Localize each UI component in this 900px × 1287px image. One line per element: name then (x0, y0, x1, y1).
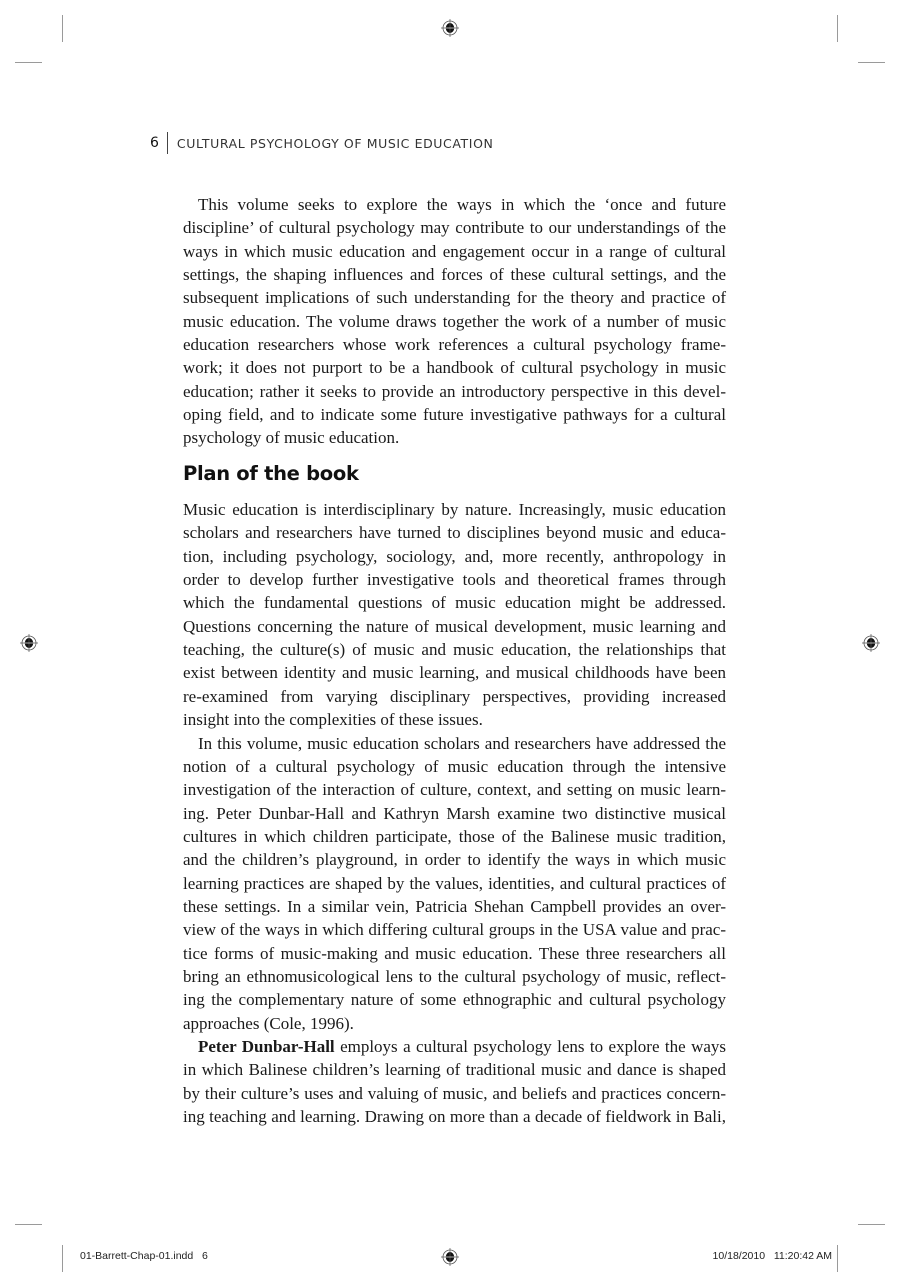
running-head-divider (167, 132, 168, 154)
text-line: in which Balinese children’s learning of traditional music and dance is shaped (183, 1060, 726, 1080)
registration-mark-right-icon (861, 633, 881, 653)
text-line: discipline’ of cultural psychology may contribute to our understandings of the (183, 218, 726, 238)
text-line: learning practices are shaped by the values, identities, and cultural practices of (183, 873, 726, 893)
text-line: Questions concerning the nature of musical development, music learning and (183, 616, 726, 636)
text-line: education; rather it seeks to provide an introductory perspective in this devel- (183, 381, 726, 401)
crop-mark-left-top (15, 62, 42, 63)
crop-mark-bottom-left (62, 1245, 63, 1272)
plan-paragraph-2 (183, 732, 726, 1035)
author-name-bold: Peter Dunbar-Hall (198, 1037, 335, 1056)
text-line: subsequent implications of such understanding for the theory and practice of (183, 288, 726, 308)
crop-mark-right-bottom (858, 1224, 885, 1225)
text-line: work; it does not purport to be a handbook of cultural psychology in music (183, 358, 726, 378)
text-line: ing. Peter Dunbar-Hall and Kathryn Marsh examine two distinctive musical (183, 803, 726, 823)
text-line: scholars and researchers have turned to disciplines beyond music and educa- (183, 523, 726, 543)
text-line: these settings. In a similar vein, Patricia Shehan Campbell provides an over- (183, 896, 726, 916)
text-fragment: employs a cultural psychology lens to explore the ways (334, 1037, 727, 1056)
section-heading: Plan of the book (183, 462, 359, 485)
text-line: cultures in which children participate, those of the Balinese music tradition, (183, 826, 726, 846)
text-line: bring an ethnomusicological lens to the cultural psychology of music, reflect- (183, 966, 726, 986)
text-line: order to develop further investigative tools and theoretical frames through (183, 570, 726, 590)
text-line: music education. The volume draws together the work of a number of music (183, 311, 726, 331)
text-line: This volume seeks to explore the ways in which the ‘once and future (198, 195, 726, 214)
crop-mark-top-right (837, 15, 838, 42)
registration-mark-bottom-icon (440, 1247, 460, 1267)
text-line: view of the ways in which differing cultural groups in the USA value and prac- (183, 920, 726, 940)
running-head (150, 132, 493, 154)
crop-mark-top-left (62, 15, 63, 42)
text-line: investigation of the interaction of culture, context, and setting on music learn- (183, 780, 726, 800)
slug-timestamp: 10/18/2010 11:20:42 AM (712, 1250, 832, 1262)
text-line: notion of a cultural psychology of music education through the intensive (183, 756, 726, 776)
intro-paragraph (183, 193, 726, 450)
text-line: approaches (Cole, 1996). (183, 1013, 354, 1033)
text-line: insight into the complexities of these issues. (183, 710, 483, 730)
plan-paragraph-1 (183, 498, 726, 731)
text-line: psychology of music education. (183, 428, 400, 448)
text-line: ways in which music education and engagement occur in a range of cultural (183, 241, 726, 261)
plan-paragraph-3 (183, 1035, 726, 1128)
text-line: re-examined from varying disciplinary perspectives, providing increased (183, 686, 726, 706)
crop-mark-bottom-right (837, 1245, 838, 1272)
text-line: settings, the shaping influences and forces of these cultural settings, and the (183, 265, 726, 285)
text-line: exist between identity and music learning, and musical childhoods have been (183, 663, 726, 683)
text-line: which the fundamental questions of music education might be addressed. (183, 593, 726, 613)
crop-mark-left-bottom (15, 1224, 42, 1225)
crop-mark-right-top (858, 62, 885, 63)
registration-mark-left-icon (19, 633, 39, 653)
text-line: tion, including psychology, sociology, and, more recently, anthropology in (183, 546, 726, 566)
text-line: In this volume, music education scholars and researchers have addressed the (198, 733, 726, 753)
slug-file-info: 01-Barrett-Chap-01.indd 6 (80, 1250, 208, 1262)
text-line (183, 1035, 726, 1058)
text-line: by their culture’s uses and valuing of music, and beliefs and practices concern- (183, 1083, 726, 1103)
text-line: teaching, the culture(s) of music and music education, the relationships that (183, 640, 726, 660)
text-line: Music education is interdisciplinary by nature. Increasingly, music education (183, 500, 726, 519)
text-line: oping field, and to indicate some future investigative pathways for a cultural (183, 405, 726, 425)
text-line: and the children’s playground, in order to identify the ways in which music (183, 850, 726, 870)
text-line: education researchers whose work references a cultural psychology frame- (183, 335, 726, 355)
text-line: tice forms of music-making and music education. These three researchers all (183, 943, 726, 963)
running-head-title: CULTURAL PSYCHOLOGY OF MUSIC EDUCATION (176, 135, 494, 151)
text-line: ing teaching and learning. Drawing on more than a decade of fieldwork in Bali, (183, 1107, 726, 1127)
registration-mark-top-icon (440, 18, 460, 38)
page-number: 6 (150, 135, 159, 151)
text-line: ing the complementary nature of some ethnographic and cultural psychology (183, 990, 726, 1010)
